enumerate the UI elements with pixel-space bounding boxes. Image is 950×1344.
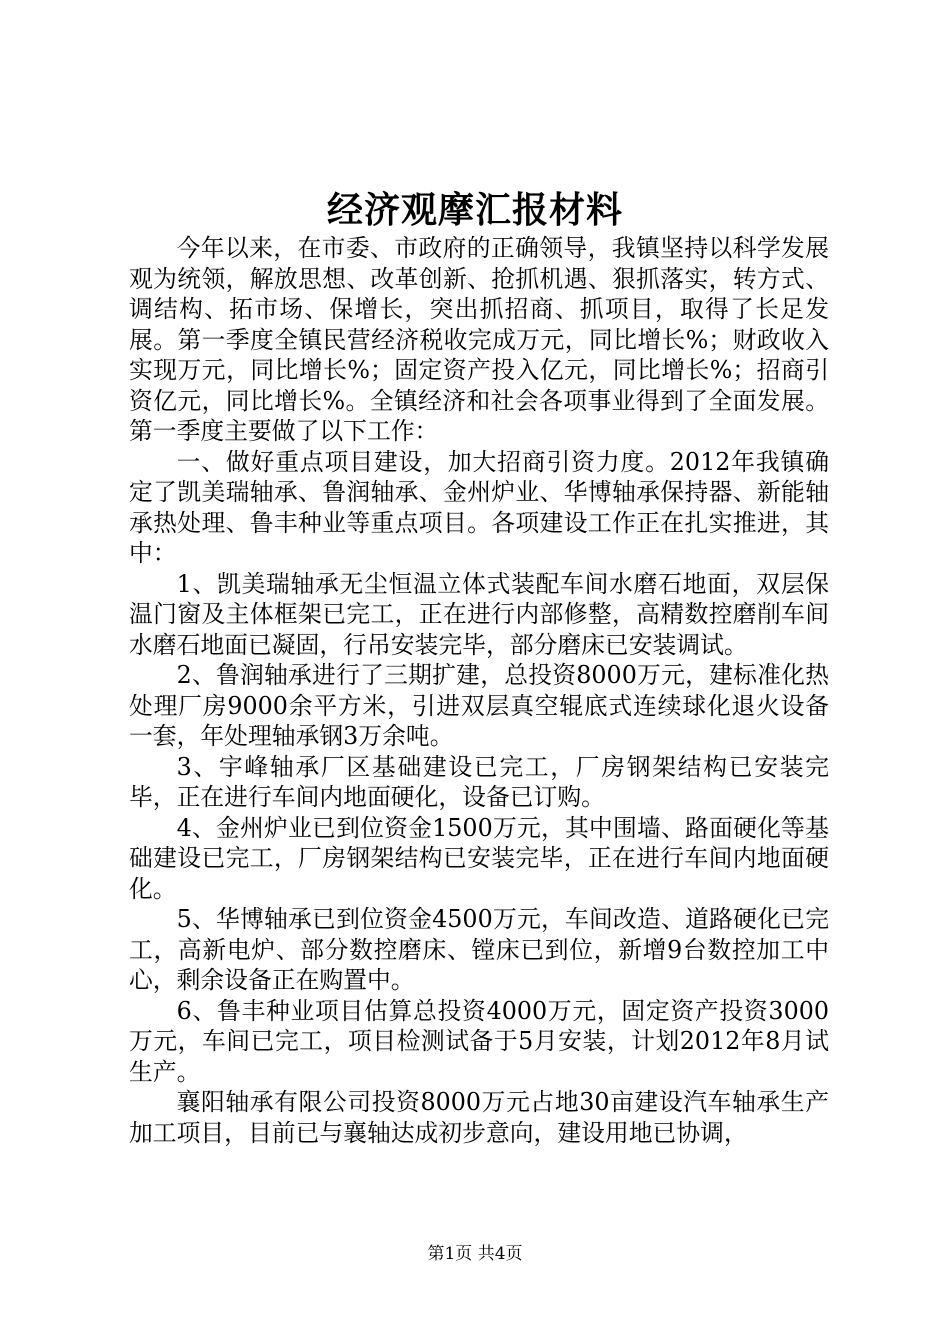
page-footer: 第1页 共4页 (427, 1244, 523, 1264)
paragraph-item-2: 2、鲁润轴承进行了三期扩建，总投资8000万元，建标准化热处理厂房9000余平方米，引进双层真空辊底式连续球化退火设备一套，年处理轴承钢3万余吨。 (129, 661, 829, 750)
document-title: 经济观摩汇报材料 (326, 189, 623, 231)
paragraph-intro: 今年以来，在市委、市政府的正确领导，我镇坚持以科学发展观为统领，解放思想、改革创新、抢抓机遇、狠抓落实，转方式、调结构、拓市场、保增长，突出抓招商、抓项目，取得了长足发展。第一季度全镇民营经济税收完成万元，同比增长%；财政收入实现万元，同比增长%；固定资产投入亿元，同比增长%；招商引资亿元，同比增长%。全镇经济和社会各项事业得到了全面发展。第一季度主要做了以下工作： (129, 234, 829, 445)
paragraph-xiangyang: 襄阳轴承有限公司投资8000万元占地30亩建设汽车轴承生产加工项目，目前已与襄轴达成初步意向，建设用地已协调， (129, 1088, 829, 1147)
paragraph-item-6: 6、鲁丰种业项目估算总投资4000万元，固定资产投资3000万元，车间已完工，项目检测试备于5月安装，计划2012年8月试生产。 (129, 996, 829, 1086)
paragraph-item-5: 5、华博轴承已到位资金4500万元，车间改造、道路硬化已完工，高新电炉、部分数控磨床、镗床已到位，新增9台数控加工中心，剩余设备正在购置中。 (129, 905, 829, 994)
paragraph-section-one: 一、做好重点项目建设，加大招商引资力度。2012年我镇确定了凯美瑞轴承、鲁润轴承、金州炉业、华博轴承保持器、新能轴承热处理、鲁丰种业等重点项目。各项建设工作正在扎实推进，其中： (129, 447, 829, 567)
document-body (129, 233, 829, 1148)
paragraph-item-1: 1、凯美瑞轴承无尘恒温立体式装配车间水磨石地面，双层保温门窗及主体框架已完工，正在进行内部修整，高精数控磨削车间水磨石地面已凝固，行吊安装完毕，部分磨床已安装调试。 (129, 569, 829, 659)
paragraph-item-4: 4、金州炉业已到位资金1500万元，其中围墙、路面硬化等基础建设已完工，厂房钢架结构已安装完毕，正在进行车间内地面硬化。 (129, 813, 829, 903)
paragraph-item-3: 3、宇峰轴承厂区基础建设已完工，厂房钢架结构已安装完毕，正在进行车间内地面硬化，设备已订购。 (129, 752, 829, 811)
